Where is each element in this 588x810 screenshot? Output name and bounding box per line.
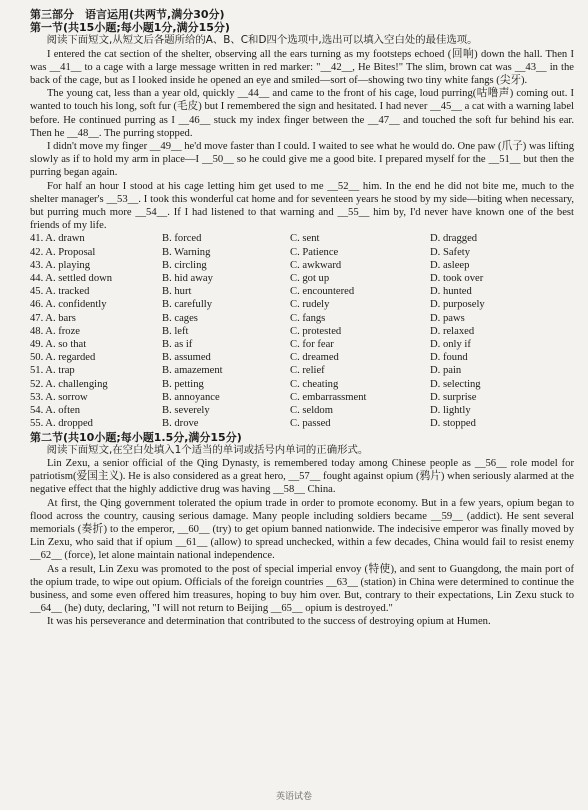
option-choice[interactable]: 45. A. tracked [30, 286, 90, 298]
option-choice[interactable]: B. carefully [162, 299, 213, 311]
option-choice[interactable]: D. dragged [430, 233, 478, 245]
option-choice[interactable]: 50. A. regarded [30, 352, 96, 364]
option-choice[interactable]: B. severely [162, 405, 210, 417]
option-choice[interactable]: D. found [430, 352, 468, 364]
option-choice[interactable]: B. annoyance [162, 391, 220, 403]
option-choice[interactable]: C. for fear [290, 339, 334, 351]
grammar-paragraph: It was his perseverance and determination that contributed to the success of destroying opium at Humen. [46, 616, 491, 628]
option-choice[interactable]: C. seldom [290, 405, 333, 417]
option-choice[interactable]: B. hid away [162, 273, 213, 285]
cloze-paragraph: I entered the cat section of the shelter, observing all the ears turning as my footsteps echoed (回响) down the hall. Then I was __41__ to a cage with a large message written in red marker: "__42__, He Bites!" The slim, brown cat was __43__ in the back of the cage, but as I looked inside he opened an eye and smiled—sort of—showing two tiny white fangs (尖牙). [30, 48, 574, 87]
grammar-passage [30, 457, 574, 629]
grammar-paragraph: Lin Zexu, a senior official of the Qing Dynasty, is remembered today among Chinese people as __56__ role model for patriotism(爱国主义). He is also considered as a great hero, __57__ fought against opium (鸦片) when seriously alarmed at the negative effect that the highly addictive drug was having __58__ China. [30, 457, 574, 496]
option-choice[interactable]: C. fangs [290, 312, 326, 324]
option-choice[interactable]: D. selecting [430, 378, 481, 390]
cloze-paragraph: The young cat, less than a year old, quickly __44__ and came to the front of his cage, loud purring(咕噜声) coming out. I wanted to touch his long, soft fur (毛皮) but I remembered the sign and hesitated. I had never __45__ a cat with a warning label before. He continued purring as I __46__ stuck my index finger between the __47__ and touched the soft fur behind his ear. Then he __48__. The purring stopped. [30, 88, 574, 139]
option-choice[interactable]: D. took over [430, 273, 484, 285]
option-choice[interactable]: D. hunted [430, 286, 472, 298]
option-choice[interactable]: B. Warning [162, 246, 211, 258]
option-choice[interactable]: D. paws [430, 312, 465, 324]
option-choice[interactable]: 54. A. often [30, 405, 81, 417]
option-choice[interactable]: C. dreamed [290, 352, 339, 364]
option-choice[interactable]: C. sent [290, 233, 320, 245]
option-choice[interactable]: C. Patience [290, 246, 339, 258]
option-choice[interactable]: B. as if [162, 339, 193, 351]
option-choice[interactable]: D. Safety [430, 246, 471, 258]
option-choice[interactable]: 49. A. so that [30, 339, 87, 351]
option-choice[interactable]: D. purposely [430, 299, 485, 311]
option-choice[interactable]: C. cheating [290, 378, 339, 390]
option-choice[interactable]: C. encountered [290, 286, 355, 298]
option-choice[interactable]: B. forced [162, 233, 202, 245]
option-choice[interactable]: C. rudely [290, 299, 330, 311]
option-choice[interactable]: C. awkward [290, 259, 342, 271]
section2-title: 第二节(共10小题;每小题1.5分,满分15分) [30, 430, 242, 444]
option-choice[interactable]: 41. A. drawn [30, 233, 85, 245]
option-choice[interactable]: 52. A. challenging [30, 378, 108, 390]
cloze-passage [30, 48, 574, 233]
option-choice[interactable]: D. only if [430, 339, 471, 351]
option-choice[interactable]: 53. A. sorrow [30, 391, 88, 403]
option-choice[interactable]: C. got up [290, 273, 330, 285]
option-choice[interactable]: B. circling [162, 259, 207, 271]
option-choice[interactable]: B. hurt [162, 286, 192, 298]
section2-instructions: 阅读下面短文,在空白处填入1个适当的单词或括号内单词的正确形式。 [46, 443, 369, 456]
cloze-paragraph: For half an hour I stood at his cage letting him get used to me __52__ him. In the end he did not bite me, much to the shelter manager's __53__. I took this wonderful cat home and for seventeen years he stood by my side—biting when necessary, but purring much more __54__. If I had listened to that warning and __55__ him by, I'd never have known one of the best friends of my life. [30, 180, 574, 232]
option-choice[interactable]: 46. A. confidently [30, 299, 107, 311]
option-choice[interactable]: D. asleep [430, 259, 470, 271]
grammar-paragraph: As a result, Lin Zexu was promoted to the post of special imperial envoy (特使), and sent to Guangdong, the main port of the opium trade, to wipe out opium. Officials of the foreign countries __63__ (station) in China were determined to continue the business, and some even offered him treasures, hoping to buy him over. But, contrary to their expectations, Lin Zexu stuck to __64__ (he) duty, declaring, "I will not return to Beijing __65__ opium is destroyed." [30, 563, 574, 615]
option-choice[interactable]: D. lightly [430, 405, 471, 417]
option-choice[interactable]: B. amazement [162, 365, 223, 377]
option-choice[interactable]: 48. A. froze [30, 325, 81, 337]
option-choice[interactable]: C. relief [290, 365, 325, 377]
option-choice[interactable]: C. passed [290, 418, 331, 430]
option-choice[interactable]: 42. A. Proposal [30, 246, 96, 258]
cloze-paragraph: I didn't move my finger __49__ he'd move faster than I could. I waited to see what he would do. One paw (爪子) was lifting slowly as if to hold my arm in place—I __50__ so he could give me a good bite. I prepared myself for the __51__ but then the purring began again. [30, 141, 574, 179]
option-choice[interactable]: 51. A. trap [30, 365, 75, 377]
option-choice[interactable]: D. stopped [430, 418, 476, 430]
option-choice[interactable]: C. protested [290, 325, 342, 337]
option-choice[interactable]: B. left [162, 325, 189, 337]
option-choice[interactable]: C. embarrassment [290, 391, 367, 403]
option-choice[interactable]: B. petting [162, 378, 204, 390]
option-choice[interactable]: D. surprise [430, 391, 477, 403]
section1-title: 第一节(共15小题;每小题1分,满分15分) [30, 21, 230, 35]
option-choice[interactable]: 55. A. dropped [30, 418, 93, 430]
part-title: 第三部分 语言运用(共两节,满分30分) [30, 8, 225, 21]
option-choice[interactable]: D. relaxed [430, 325, 475, 337]
option-choice[interactable]: D. pain [430, 365, 462, 377]
option-choice[interactable]: 43. A. playing [30, 259, 91, 271]
options-grid [30, 232, 574, 430]
section1-instructions: 阅读下面短文,从短文后各题所给的A、B、C和D四个选项中,选出可以填入空白处的最佳选项。 [46, 34, 478, 47]
option-choice[interactable]: 44. A. settled down [30, 273, 113, 285]
option-choice[interactable]: B. assumed [162, 352, 211, 364]
grammar-paragraph: At first, the Qing government tolerated the opium trade in order to promote economy. But in a few years, opium began to flood across the country, causing serious damage. Many people including soldiers became __59__ (addict). He sent several memorials (奏折) to the emperor, __60__ (try) to get opium banned nationwide. The indecisive emperor was finally moved by Lin Zexu, who said that if opium __61__ (allow) to spread unchecked, within a few decades, China would fail to resist enemy __62__ (force), let alone maintain national independence. [30, 497, 574, 562]
page-footer: 英语试卷 [275, 791, 312, 802]
option-choice[interactable]: 47. A. bars [30, 312, 76, 324]
option-choice[interactable]: B. cages [162, 312, 198, 324]
option-choice[interactable]: B. drove [162, 418, 199, 430]
